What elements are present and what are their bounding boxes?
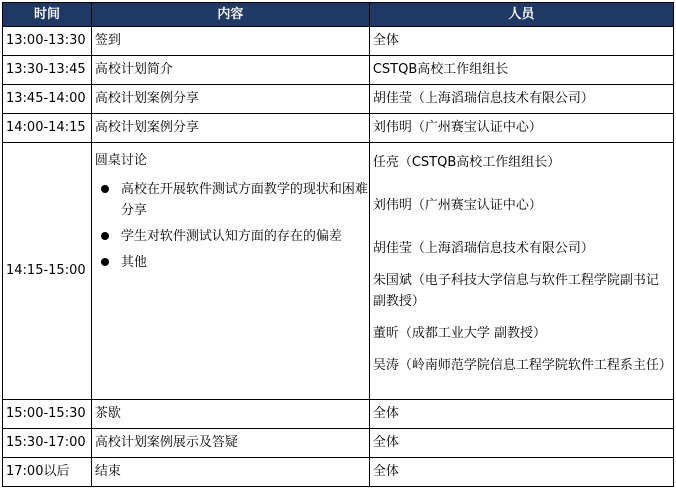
content-cell: 茶歇 — [91, 400, 369, 429]
content-cell: 结束 — [91, 458, 369, 487]
time-cell: 13:30-13:45 — [3, 56, 92, 85]
bullet-icon — [101, 258, 109, 266]
people-cell: 刘伟明（广州赛宝认证中心） — [369, 114, 673, 143]
people-cell: 全体 — [369, 27, 673, 56]
list-item — [95, 179, 369, 221]
content-cell: 高校计划案例分享 — [91, 114, 369, 143]
bullet-icon — [101, 232, 109, 240]
time-cell: 15:30-17:00 — [3, 429, 92, 458]
panelist: 朱国斌（电子科技大学信息与软件工程学院副书记 副教授） — [372, 273, 659, 309]
content-cell: 高校计划案例展示及答疑 — [91, 429, 369, 458]
roundtable-row — [3, 143, 674, 400]
time-cell: 13:45-14:00 — [3, 85, 92, 114]
list-item — [95, 252, 369, 273]
topic-text: 学生对软件测试认知方面的存在的偏差 — [120, 229, 342, 244]
panelist: 任亮（CSTQB高校工作组组长） — [372, 155, 561, 170]
content-cell: 高校计划案例分享 — [91, 85, 369, 114]
panelist: 刘伟明（广州赛宝认证中心） — [372, 198, 542, 213]
people-cell: 全体 — [369, 400, 673, 429]
people-cell: 全体 — [369, 458, 673, 487]
topic-text: 其他 — [120, 255, 147, 270]
content-cell: 签到 — [91, 27, 369, 56]
topic-text: 高校在开展软件测试方面教学的现状和困难分享 — [120, 182, 368, 218]
time-cell: 15:00-15:30 — [3, 400, 92, 429]
people-cell: 全体 — [369, 429, 673, 458]
table-row — [3, 429, 674, 458]
time-cell: 17:00以后 — [3, 458, 92, 487]
table-row — [3, 27, 674, 56]
agenda-table — [2, 2, 674, 487]
people-cell: CSTQB高校工作组组长 — [369, 56, 673, 85]
content-cell: 高校计划简介 — [91, 56, 369, 85]
content-cell — [91, 143, 369, 400]
table-row — [3, 56, 674, 85]
header-content: 内容 — [91, 3, 369, 27]
table-row — [3, 114, 674, 143]
panelist: 吴涛（岭南师范学院信息工程学院软件工程系主任） — [372, 358, 672, 373]
time-cell: 14:15-15:00 — [3, 143, 92, 400]
roundtable-title: 圆桌讨论 — [94, 153, 147, 168]
list-item — [95, 226, 369, 247]
bullet-icon — [101, 185, 109, 193]
people-cell: 胡佳莹（上海滔瑞信息技术有限公司） — [369, 85, 673, 114]
topic-list — [95, 179, 369, 273]
header-people: 人员 — [369, 3, 673, 27]
header-row — [3, 3, 674, 27]
header-time: 时间 — [3, 3, 92, 27]
panelist-list — [373, 152, 673, 376]
time-cell: 13:00-13:30 — [3, 27, 92, 56]
table-row — [3, 400, 674, 429]
table-row — [3, 458, 674, 487]
panelist: 胡佳莹（上海滔瑞信息技术有限公司） — [372, 241, 594, 256]
table-row — [3, 85, 674, 114]
time-cell: 14:00-14:15 — [3, 114, 92, 143]
people-cell — [369, 143, 673, 400]
panelist: 董昕（成都工业大学 副教授） — [372, 326, 546, 341]
